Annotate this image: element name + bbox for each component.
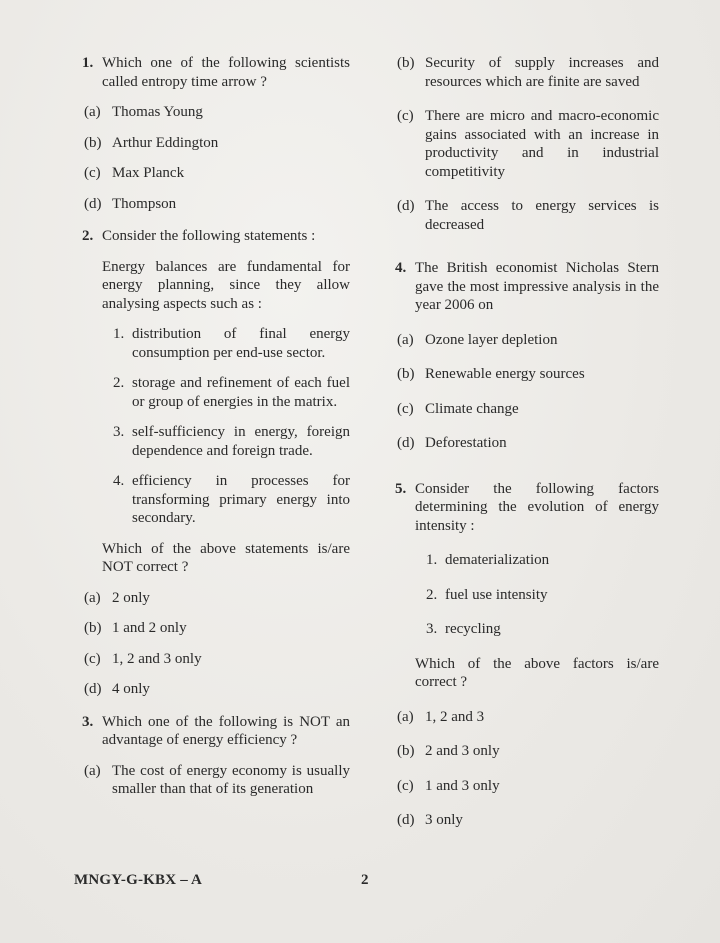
- option-c: (c) 1, 2 and 3 only: [84, 650, 202, 667]
- option-b: (b) Security of supply increases and resources which are finite are saved: [397, 55, 659, 90]
- option-d: (d) 4 only: [84, 681, 150, 697]
- question-number: 4.: [395, 260, 407, 276]
- page-number: 2: [361, 872, 369, 888]
- option-b: (b) 2 and 3 only: [397, 743, 500, 759]
- question-text: Consider the following statements :: [102, 228, 316, 244]
- question-text: The British economist Nicholas Stern gave the most impressive analysis in the year 2006 on: [415, 260, 659, 313]
- question-number: 2.: [82, 228, 94, 244]
- option-c: (c) Max Planck: [84, 165, 185, 181]
- question-text: Consider the following factors determining the evolution of energy intensity :: [415, 480, 659, 534]
- statement-4: 4. efficiency in processes for transforming primary energy into secondary.: [113, 473, 350, 526]
- statement-2: 2. storage and refinement of each fuel or group of energies in the matrix.: [113, 375, 350, 410]
- option-c: (c) There are micro and macro-economic gains associated with an increase in productivity and in industrial competitivity: [397, 108, 659, 180]
- right-column: [395, 54, 659, 830]
- option-d: (d) Thompson: [84, 195, 177, 212]
- question-text: Which one of the following scientists called entropy time arrow ?: [102, 55, 350, 90]
- option-a: (a) Thomas Young: [84, 104, 203, 120]
- option-d: (d) 3 only: [397, 812, 463, 828]
- question-number: 5.: [395, 480, 407, 497]
- option-a: (a) 1, 2 and 3: [397, 708, 485, 725]
- question-3: [82, 713, 350, 750]
- option-b: (b) Renewable energy sources: [397, 366, 585, 382]
- paper-code: MNGY-G-KBX – A: [74, 872, 203, 888]
- question-prompt: Which of the above statements is/are NOT correct ?: [102, 540, 350, 575]
- statement-3: 3. self-sufficiency in energy, foreign dependence and foreign trade.: [113, 424, 350, 459]
- option-c: (c) Climate change: [397, 400, 519, 417]
- option-a: (a) The cost of energy economy is usually smaller than that of its generation: [84, 762, 350, 797]
- statement-1: 1. distribution of final energy consumption per end-use sector.: [113, 326, 350, 361]
- question-number: 1.: [82, 55, 94, 71]
- statement-2: 2. fuel use intensity: [426, 586, 548, 603]
- option-d: (d) Deforestation: [397, 435, 507, 451]
- question-prompt: Which of the above factors is/are correct ?: [415, 655, 659, 690]
- question-number: 3.: [82, 713, 94, 730]
- question-4: [395, 259, 659, 315]
- option-b: (b) Arthur Eddington: [84, 134, 219, 151]
- question-1: [82, 54, 350, 91]
- question-5: [395, 480, 659, 536]
- option-a: (a) Ozone layer depletion: [397, 331, 558, 348]
- question-text: Which one of the following is NOT an advantage of energy efficiency ?: [102, 713, 350, 748]
- question-2: [82, 227, 350, 246]
- statement-1: 1. dematerialization: [426, 552, 550, 568]
- statement-3: 3. recycling: [426, 621, 501, 637]
- option-b: (b) 1 and 2 only: [84, 620, 187, 636]
- option-c: (c) 1 and 3 only: [397, 777, 500, 794]
- left-column: [82, 54, 350, 799]
- option-d: (d) The access to energy services is decreased: [397, 198, 659, 233]
- question-intro: Energy balances are fundamental for energy planning, since they allow analysing aspects such as :: [102, 258, 350, 312]
- option-a: (a) 2 only: [84, 589, 150, 606]
